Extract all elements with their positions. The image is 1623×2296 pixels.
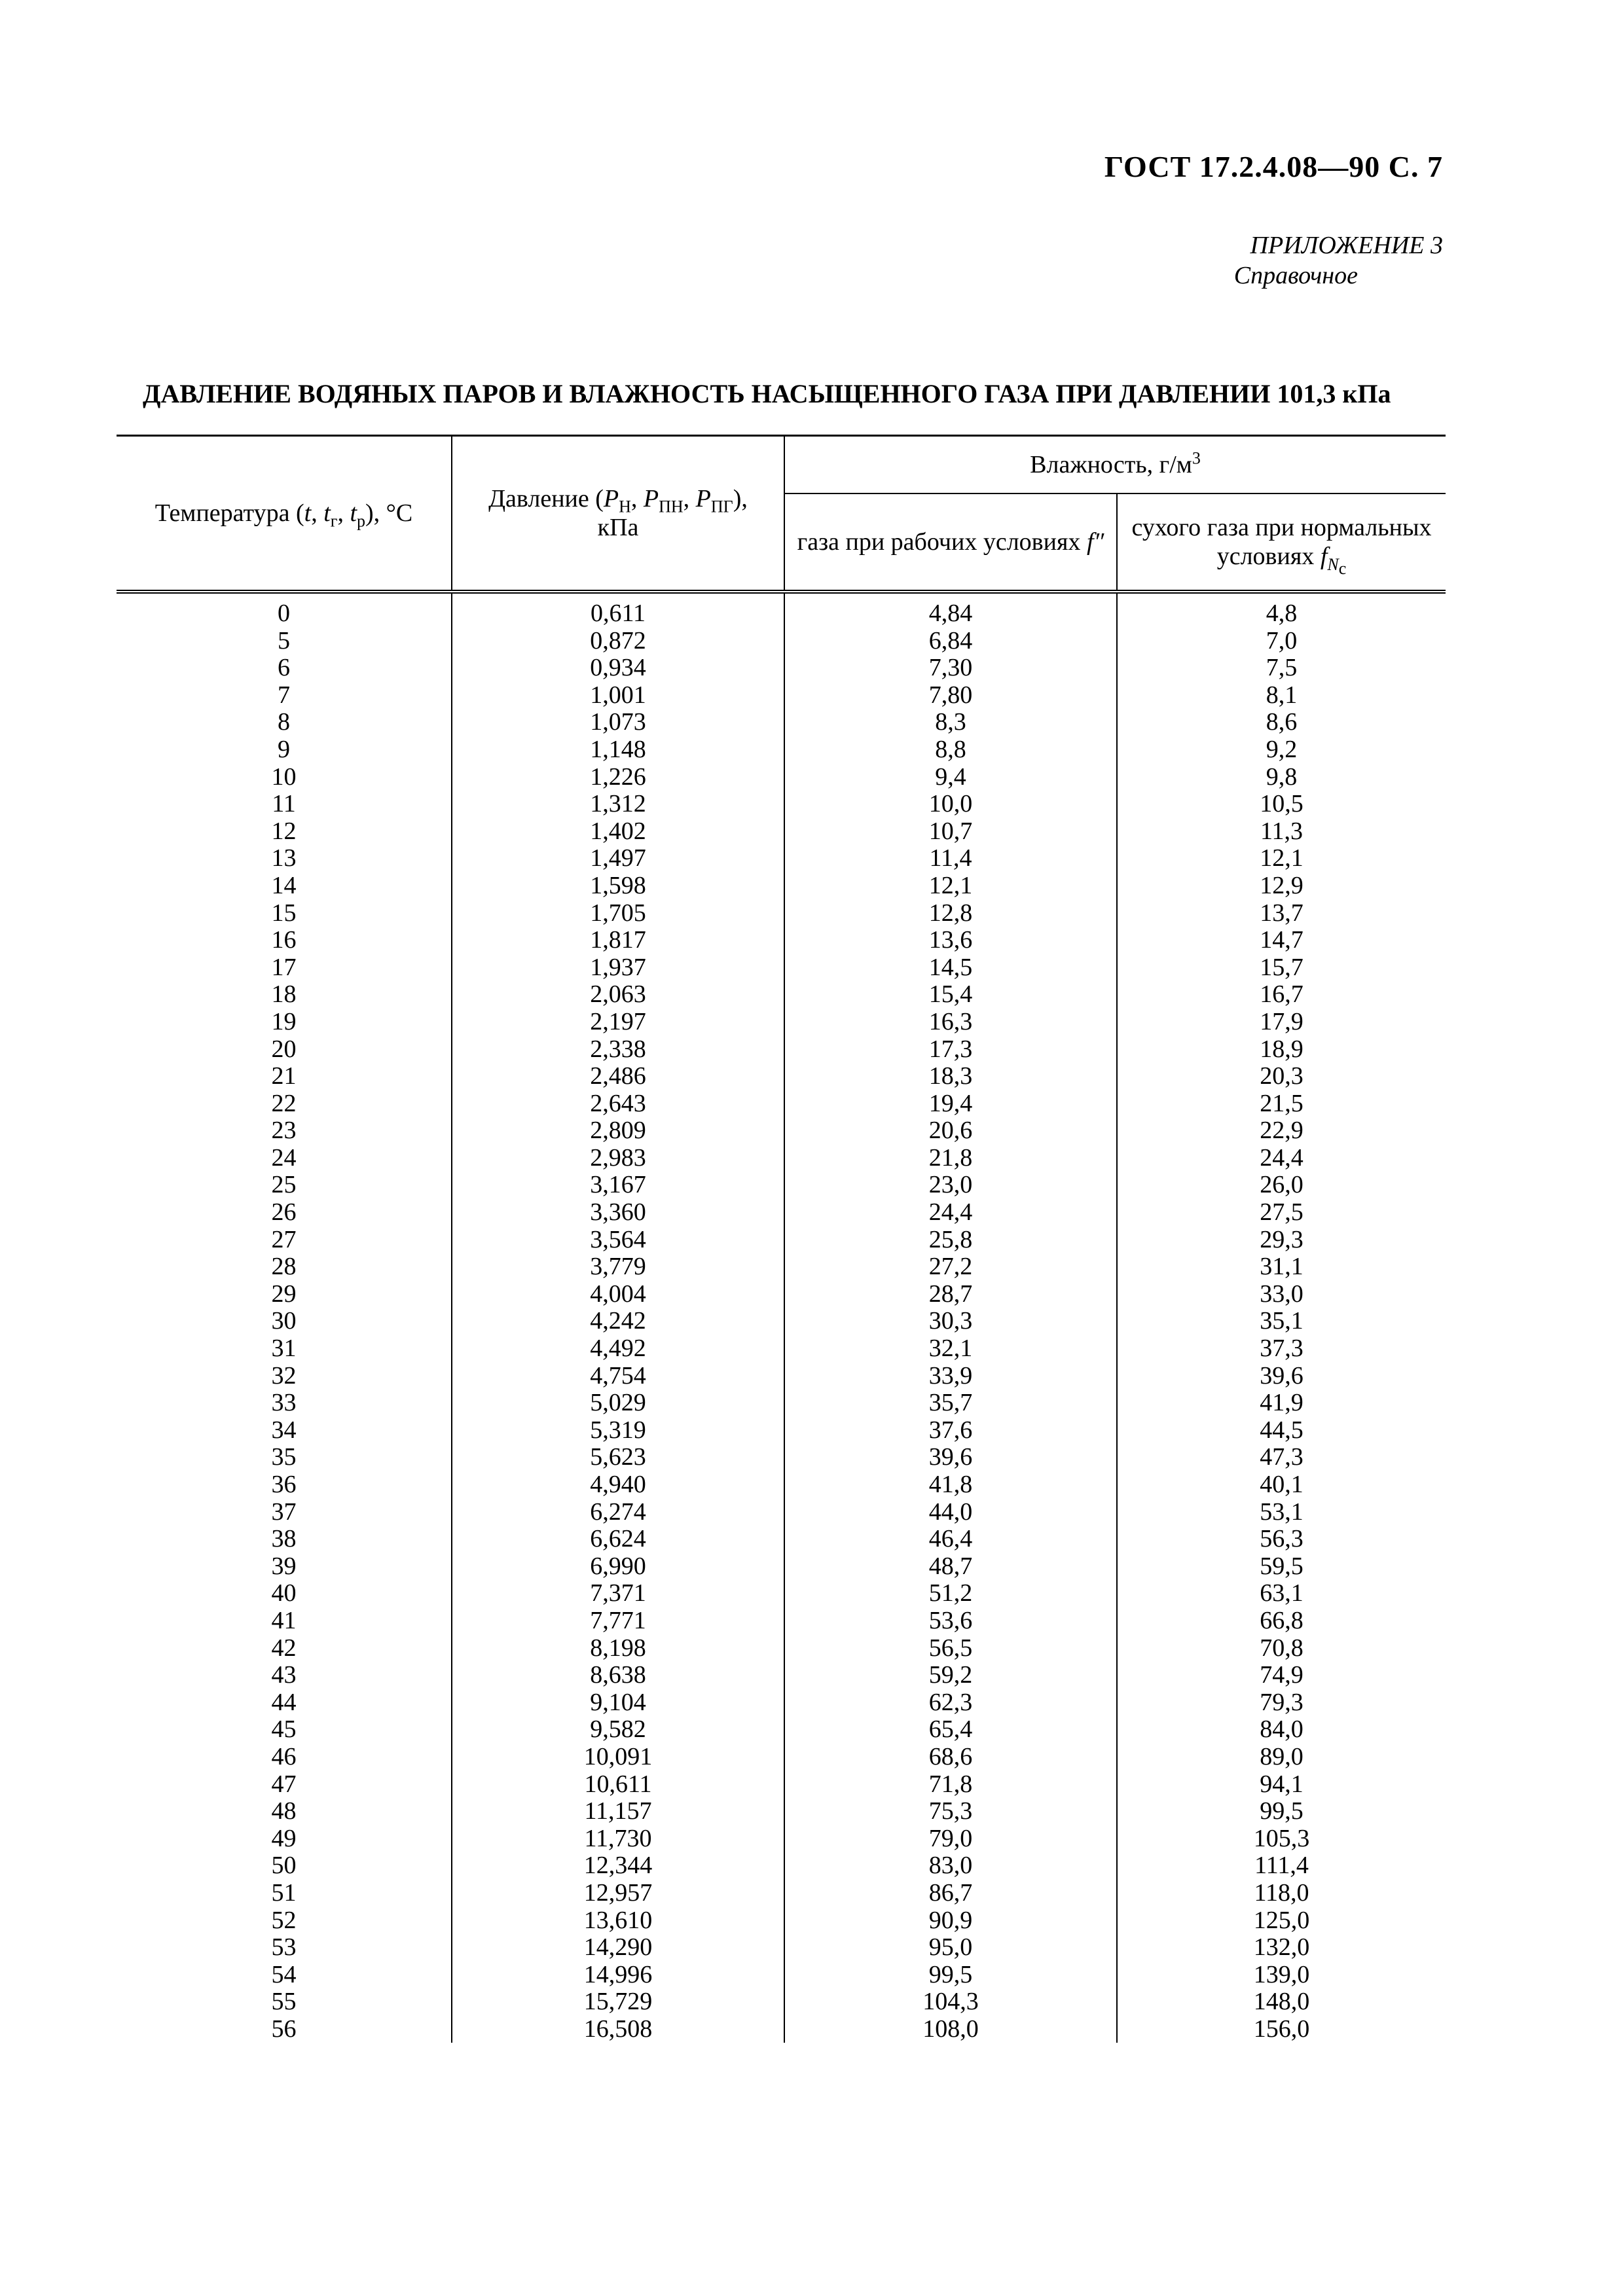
cell-temperature: 43	[117, 1662, 452, 1689]
cell-temperature: 16	[117, 927, 452, 954]
cell-temperature: 10	[117, 764, 452, 791]
cell-humidity-dry: 10,5	[1260, 790, 1304, 818]
cell-humidity-dry: 40,1	[1260, 1471, 1304, 1498]
table-row	[117, 709, 1446, 736]
cell-humidity-work: 90,9	[784, 1907, 1117, 1935]
table-row	[117, 1063, 1446, 1090]
cell-temperature: 9	[117, 736, 452, 764]
table-row	[117, 1880, 1446, 1907]
cell-humidity-dry: 79,3	[1260, 1688, 1304, 1716]
cell-humidity-dry: 17,9	[1260, 1007, 1304, 1035]
cell-temperature: 45	[117, 1716, 452, 1744]
cell-pressure: 12,344	[452, 1852, 784, 1880]
cell-humidity-dry: 132,0	[1253, 1933, 1310, 1962]
cell-temperature: 42	[117, 1635, 452, 1662]
cell-humidity-dry: 18,9	[1260, 1035, 1304, 1063]
cell-pressure: 3,564	[452, 1227, 784, 1254]
cell-humidity-work: 62,3	[784, 1689, 1117, 1717]
cell-pressure: 6,990	[452, 1553, 784, 1581]
cell-humidity-dry: 16,7	[1260, 980, 1304, 1009]
cell-temperature: 21	[117, 1063, 452, 1090]
table-row	[117, 1281, 1446, 1308]
table-row	[117, 1417, 1446, 1444]
cell-humidity-work: 71,8	[784, 1771, 1117, 1799]
table-row	[117, 1553, 1446, 1581]
table-row	[117, 1635, 1446, 1662]
cell-temperature: 19	[117, 1009, 452, 1036]
cell-temperature: 0	[117, 592, 452, 628]
table-row	[117, 900, 1446, 927]
cell-humidity-work: 33,9	[784, 1363, 1117, 1390]
cell-humidity-work: 25,8	[784, 1227, 1117, 1254]
cell-humidity-dry: 9,8	[1266, 762, 1298, 791]
cell-humidity-dry: 74,9	[1260, 1661, 1304, 1689]
cell-humidity-dry: 56,3	[1260, 1525, 1304, 1553]
cell-temperature: 47	[117, 1771, 452, 1799]
table-row	[117, 818, 1446, 846]
cell-pressure: 1,497	[452, 845, 784, 872]
cell-humidity-work: 10,0	[784, 791, 1117, 818]
cell-pressure: 3,167	[452, 1172, 784, 1199]
cell-pressure: 6,274	[452, 1499, 784, 1526]
cell-humidity-dry: 21,5	[1260, 1089, 1304, 1117]
table-row	[117, 927, 1446, 954]
cell-humidity-dry: 15,7	[1260, 953, 1304, 981]
cell-temperature: 49	[117, 1825, 452, 1853]
cell-humidity-work: 19,4	[784, 1090, 1117, 1118]
table-row	[117, 1199, 1446, 1227]
cell-pressure: 5,029	[452, 1390, 784, 1417]
table-row	[117, 1471, 1446, 1499]
cell-humidity-work: 68,6	[784, 1744, 1117, 1771]
cell-humidity-work: 14,5	[784, 954, 1117, 982]
cell-humidity-dry: 12,9	[1260, 871, 1304, 899]
cell-pressure: 4,242	[452, 1308, 784, 1335]
cell-humidity-dry: 7,0	[1266, 626, 1298, 655]
cell-humidity-dry: 22,9	[1260, 1117, 1304, 1145]
cell-pressure: 1,402	[452, 818, 784, 846]
cell-pressure: 8,638	[452, 1662, 784, 1689]
cell-pressure: 4,492	[452, 1335, 784, 1363]
cell-humidity-dry: 94,1	[1260, 1770, 1304, 1798]
cell-humidity-dry: 66,8	[1260, 1606, 1304, 1634]
cell-temperature: 39	[117, 1553, 452, 1581]
cell-humidity-work: 95,0	[784, 1934, 1117, 1962]
cell-humidity-work: 6,84	[784, 628, 1117, 655]
cell-pressure: 15,729	[452, 1988, 784, 2016]
cell-humidity-dry: 47,3	[1260, 1443, 1304, 1471]
cell-humidity-work: 15,4	[784, 981, 1117, 1009]
cell-humidity-work: 48,7	[784, 1553, 1117, 1581]
cell-humidity-work: 11,4	[784, 845, 1117, 872]
cell-humidity-work: 7,80	[784, 682, 1117, 709]
col-group-humidity: Влажность, $г/м^3$	[784, 436, 1446, 494]
table-row	[117, 845, 1446, 872]
cell-temperature: 35	[117, 1444, 452, 1471]
table-title: ДАВЛЕНИЕ ВОДЯНЫХ ПАРОВ И ВЛАЖНОСТЬ НАСЫЩЕННОГО ГАЗА ПРИ ДАВЛЕНИИ 101,3 кПа	[143, 379, 1391, 408]
cell-temperature: 37	[117, 1499, 452, 1526]
cell-humidity-work: 12,8	[784, 900, 1117, 927]
cell-humidity-dry: 35,1	[1260, 1307, 1304, 1335]
table-row	[117, 1580, 1446, 1607]
cell-humidity-work: 104,3	[784, 1988, 1117, 2016]
cell-humidity-work: 79,0	[784, 1825, 1117, 1853]
cell-temperature: 27	[117, 1227, 452, 1254]
table-row	[117, 655, 1446, 682]
cell-humidity-dry: 99,5	[1260, 1797, 1304, 1825]
cell-temperature: 5	[117, 628, 452, 655]
table-row	[117, 872, 1446, 900]
cell-pressure: 4,754	[452, 1363, 784, 1390]
table-header	[117, 436, 1446, 592]
cell-humidity-dry: 8,1	[1266, 681, 1298, 709]
cell-humidity-dry: 33,0	[1260, 1280, 1304, 1308]
cell-humidity-dry: 24,4	[1260, 1143, 1304, 1172]
cell-humidity-work: 27,2	[784, 1253, 1117, 1281]
cell-humidity-dry: 41,9	[1260, 1389, 1304, 1417]
cell-pressure: 8,198	[452, 1635, 784, 1662]
cell-temperature: 51	[117, 1880, 452, 1907]
cell-temperature: 6	[117, 655, 452, 682]
cell-temperature: 14	[117, 872, 452, 900]
cell-humidity-work: 53,6	[784, 1607, 1117, 1635]
cell-temperature: 40	[117, 1580, 452, 1607]
cell-humidity-work: 8,3	[784, 709, 1117, 736]
cell-temperature: 32	[117, 1363, 452, 1390]
cell-temperature: 50	[117, 1852, 452, 1880]
cell-temperature: 34	[117, 1417, 452, 1444]
cell-pressure: 2,643	[452, 1090, 784, 1118]
table-row	[117, 1390, 1446, 1417]
table-row	[117, 1253, 1446, 1281]
annex-status: Справочное	[1233, 262, 1358, 289]
cell-temperature: 7	[117, 682, 452, 709]
cell-humidity-work: 56,5	[784, 1635, 1117, 1662]
cell-pressure: 7,371	[452, 1580, 784, 1607]
cell-humidity-dry: 125,0	[1253, 1906, 1310, 1934]
cell-humidity-dry: 118,0	[1254, 1878, 1309, 1907]
cell-temperature: 41	[117, 1607, 452, 1635]
cell-humidity-work: 39,6	[784, 1444, 1117, 1471]
table-row	[117, 682, 1446, 709]
cell-humidity-work: 30,3	[784, 1308, 1117, 1335]
data-table	[117, 435, 1446, 2043]
cell-pressure: 1,001	[452, 682, 784, 709]
cell-temperature: 8	[117, 709, 452, 736]
cell-humidity-work: 8,8	[784, 736, 1117, 764]
cell-humidity-work: 18,3	[784, 1063, 1117, 1090]
cell-humidity-work: 4,84	[784, 592, 1117, 628]
cell-pressure: 9,582	[452, 1716, 784, 1744]
cell-pressure: 2,197	[452, 1009, 784, 1036]
table-row	[117, 1771, 1446, 1799]
cell-humidity-dry: 139,0	[1253, 1960, 1310, 1988]
col-header-temperature: Температура (t, $t_г$, $t_р$), °С	[117, 436, 452, 592]
cell-humidity-work: 35,7	[784, 1390, 1117, 1417]
cell-temperature: 11	[117, 791, 452, 818]
cell-temperature: 29	[117, 1281, 452, 1308]
cell-humidity-dry: 29,3	[1260, 1225, 1304, 1253]
cell-humidity-dry: 53,1	[1260, 1498, 1304, 1526]
cell-pressure: 1,598	[452, 872, 784, 900]
table-body	[117, 592, 1446, 2043]
table-row	[117, 1499, 1446, 1526]
table-row	[117, 1907, 1446, 1935]
cell-temperature: 17	[117, 954, 452, 982]
cell-pressure: 1,148	[452, 736, 784, 764]
table-row	[117, 1825, 1446, 1853]
table-row	[117, 1335, 1446, 1363]
table-row	[117, 981, 1446, 1009]
table-row	[117, 1172, 1446, 1199]
cell-humidity-work: 108,0	[784, 2016, 1117, 2043]
cell-humidity-dry: 105,3	[1253, 1824, 1310, 1852]
cell-humidity-dry: 89,0	[1260, 1742, 1304, 1770]
cell-humidity-dry: 44,5	[1260, 1416, 1304, 1444]
cell-temperature: 33	[117, 1390, 452, 1417]
cell-temperature: 55	[117, 1988, 452, 2016]
table-row	[117, 628, 1446, 655]
cell-pressure: 6,624	[452, 1526, 784, 1553]
table-row	[117, 791, 1446, 818]
table-row	[117, 1444, 1446, 1471]
cell-pressure: 10,091	[452, 1744, 784, 1771]
cell-pressure: 10,611	[452, 1771, 784, 1799]
cell-pressure: 12,957	[452, 1880, 784, 1907]
cell-pressure: 16,508	[452, 2016, 784, 2043]
table-row	[117, 1798, 1446, 1825]
cell-humidity-work: 65,4	[784, 1716, 1117, 1744]
cell-humidity-work: 41,8	[784, 1471, 1117, 1499]
cell-humidity-work: 86,7	[784, 1880, 1117, 1907]
cell-humidity-dry: 39,6	[1260, 1361, 1304, 1390]
cell-humidity-work: 23,0	[784, 1172, 1117, 1199]
cell-pressure: 1,817	[452, 927, 784, 954]
cell-humidity-work: 28,7	[784, 1281, 1117, 1308]
document-code: ГОСТ 17.2.4.08—90 С. 7	[1104, 150, 1443, 183]
cell-temperature: 18	[117, 981, 452, 1009]
cell-temperature: 56	[117, 2016, 452, 2043]
cell-temperature: 36	[117, 1471, 452, 1499]
cell-humidity-dry: 84,0	[1260, 1715, 1304, 1744]
cell-humidity-dry: 26,0	[1260, 1171, 1304, 1199]
annex-block	[1234, 230, 1443, 291]
cell-temperature: 54	[117, 1962, 452, 1989]
cell-pressure: 11,157	[452, 1798, 784, 1825]
cell-humidity-dry: 13,7	[1260, 899, 1304, 927]
cell-humidity-dry: 7,5	[1266, 654, 1298, 682]
cell-humidity-dry: 37,3	[1260, 1335, 1304, 1363]
cell-humidity-work: 59,2	[784, 1662, 1117, 1689]
cell-humidity-work: 17,3	[784, 1036, 1117, 1064]
cell-humidity-work: 99,5	[784, 1962, 1117, 1989]
cell-humidity-dry: 27,5	[1260, 1198, 1304, 1227]
cell-temperature: 24	[117, 1145, 452, 1172]
table-row	[117, 1090, 1446, 1118]
cell-humidity-dry: 148,0	[1253, 1988, 1310, 2016]
table-row	[117, 1744, 1446, 1771]
cell-pressure: 0,872	[452, 628, 784, 655]
cell-humidity-dry: 12,1	[1260, 844, 1304, 872]
cell-humidity-work: 20,6	[784, 1117, 1117, 1145]
table-row	[117, 1009, 1446, 1036]
cell-pressure: 14,996	[452, 1962, 784, 1989]
cell-humidity-dry: 156,0	[1253, 2015, 1310, 2043]
cell-pressure: 2,338	[452, 1036, 784, 1064]
cell-pressure: 9,104	[452, 1689, 784, 1717]
cell-humidity-dry: 14,7	[1260, 926, 1304, 954]
cell-pressure: 2,809	[452, 1117, 784, 1145]
cell-temperature: 48	[117, 1798, 452, 1825]
col-header-humidity-dry: сухого газа при нормальных условиях $f_{N_с}$	[1117, 493, 1446, 592]
cell-humidity-work: 12,1	[784, 872, 1117, 900]
cell-pressure: 0,934	[452, 655, 784, 682]
cell-humidity-work: 32,1	[784, 1335, 1117, 1363]
cell-pressure: 1,312	[452, 791, 784, 818]
cell-humidity-work: 24,4	[784, 1199, 1117, 1227]
cell-humidity-work: 13,6	[784, 927, 1117, 954]
cell-humidity-dry: 8,6	[1266, 708, 1298, 736]
table-row	[117, 1716, 1446, 1744]
table-row	[117, 1227, 1446, 1254]
table-row	[117, 1852, 1446, 1880]
cell-pressure: 1,937	[452, 954, 784, 982]
cell-humidity-work: 75,3	[784, 1798, 1117, 1825]
cell-pressure: 1,226	[452, 764, 784, 791]
cell-humidity-work: 7,30	[784, 655, 1117, 682]
cell-temperature: 12	[117, 818, 452, 846]
table-row	[117, 1308, 1446, 1335]
cell-temperature: 30	[117, 1308, 452, 1335]
table-row	[117, 1526, 1446, 1553]
cell-pressure: 1,705	[452, 900, 784, 927]
cell-pressure: 11,730	[452, 1825, 784, 1853]
table-row	[117, 1145, 1446, 1172]
table-row	[117, 954, 1446, 982]
table-row	[117, 1036, 1446, 1064]
table-row	[117, 1607, 1446, 1635]
cell-temperature: 25	[117, 1172, 452, 1199]
cell-pressure: 3,360	[452, 1199, 784, 1227]
table-row	[117, 1662, 1446, 1689]
cell-humidity-work: 44,0	[784, 1499, 1117, 1526]
cell-humidity-work: 83,0	[784, 1852, 1117, 1880]
cell-temperature: 26	[117, 1199, 452, 1227]
cell-pressure: 2,063	[452, 981, 784, 1009]
cell-humidity-dry: 63,1	[1260, 1579, 1304, 1607]
cell-humidity-dry: 9,2	[1266, 735, 1298, 763]
cell-temperature: 28	[117, 1253, 452, 1281]
cell-pressure: 2,983	[452, 1145, 784, 1172]
cell-pressure: 5,319	[452, 1417, 784, 1444]
cell-humidity-work: 37,6	[784, 1417, 1117, 1444]
table-row	[117, 592, 1446, 628]
cell-temperature: 22	[117, 1090, 452, 1118]
table-row	[117, 1988, 1446, 2016]
cell-temperature: 53	[117, 1934, 452, 1962]
cell-humidity-work: 46,4	[784, 1526, 1117, 1553]
cell-temperature: 31	[117, 1335, 452, 1363]
table-row	[117, 1962, 1446, 1989]
cell-pressure: 4,004	[452, 1281, 784, 1308]
table-row	[117, 764, 1446, 791]
table-row	[117, 2016, 1446, 2043]
cell-pressure: 2,486	[452, 1063, 784, 1090]
cell-temperature: 15	[117, 900, 452, 927]
cell-humidity-dry: 31,1	[1260, 1253, 1304, 1281]
cell-humidity-work: 16,3	[784, 1009, 1117, 1036]
col-header-pressure: Давление ($P_Н$, $P_{ПН}$, $P_{ПГ}$), кПа	[452, 436, 784, 592]
table-row	[117, 1689, 1446, 1717]
cell-pressure: 3,779	[452, 1253, 784, 1281]
table-row	[117, 1117, 1446, 1145]
cell-humidity-dry: 59,5	[1260, 1552, 1304, 1580]
table-row	[117, 736, 1446, 764]
cell-temperature: 13	[117, 845, 452, 872]
cell-temperature: 23	[117, 1117, 452, 1145]
cell-humidity-work: 9,4	[784, 764, 1117, 791]
cell-pressure: 0,611	[452, 592, 784, 628]
table-row	[117, 1363, 1446, 1390]
cell-temperature: 52	[117, 1907, 452, 1935]
cell-humidity-dry: 20,3	[1260, 1062, 1304, 1090]
col-header-humidity-work: газа при рабочих условиях f″	[784, 493, 1117, 592]
cell-pressure: 4,940	[452, 1471, 784, 1499]
cell-temperature: 38	[117, 1526, 452, 1553]
cell-humidity-work: 10,7	[784, 818, 1117, 846]
cell-temperature: 46	[117, 1744, 452, 1771]
cell-humidity-work: 51,2	[784, 1580, 1117, 1607]
cell-humidity-dry: 111,4	[1254, 1852, 1309, 1880]
annex-title: ПРИЛОЖЕНИЕ 3	[1250, 232, 1443, 259]
cell-temperature: 44	[117, 1689, 452, 1717]
cell-pressure: 14,290	[452, 1934, 784, 1962]
cell-pressure: 13,610	[452, 1907, 784, 1935]
cell-humidity-dry: 70,8	[1260, 1634, 1304, 1662]
cell-pressure: 5,623	[452, 1444, 784, 1471]
cell-pressure: 7,771	[452, 1607, 784, 1635]
cell-humidity-work: 21,8	[784, 1145, 1117, 1172]
cell-pressure: 1,073	[452, 709, 784, 736]
cell-humidity-dry: 11,3	[1260, 817, 1304, 845]
table-row	[117, 1934, 1446, 1962]
cell-temperature: 20	[117, 1036, 452, 1064]
cell-humidity-dry: 4,8	[1266, 600, 1298, 627]
